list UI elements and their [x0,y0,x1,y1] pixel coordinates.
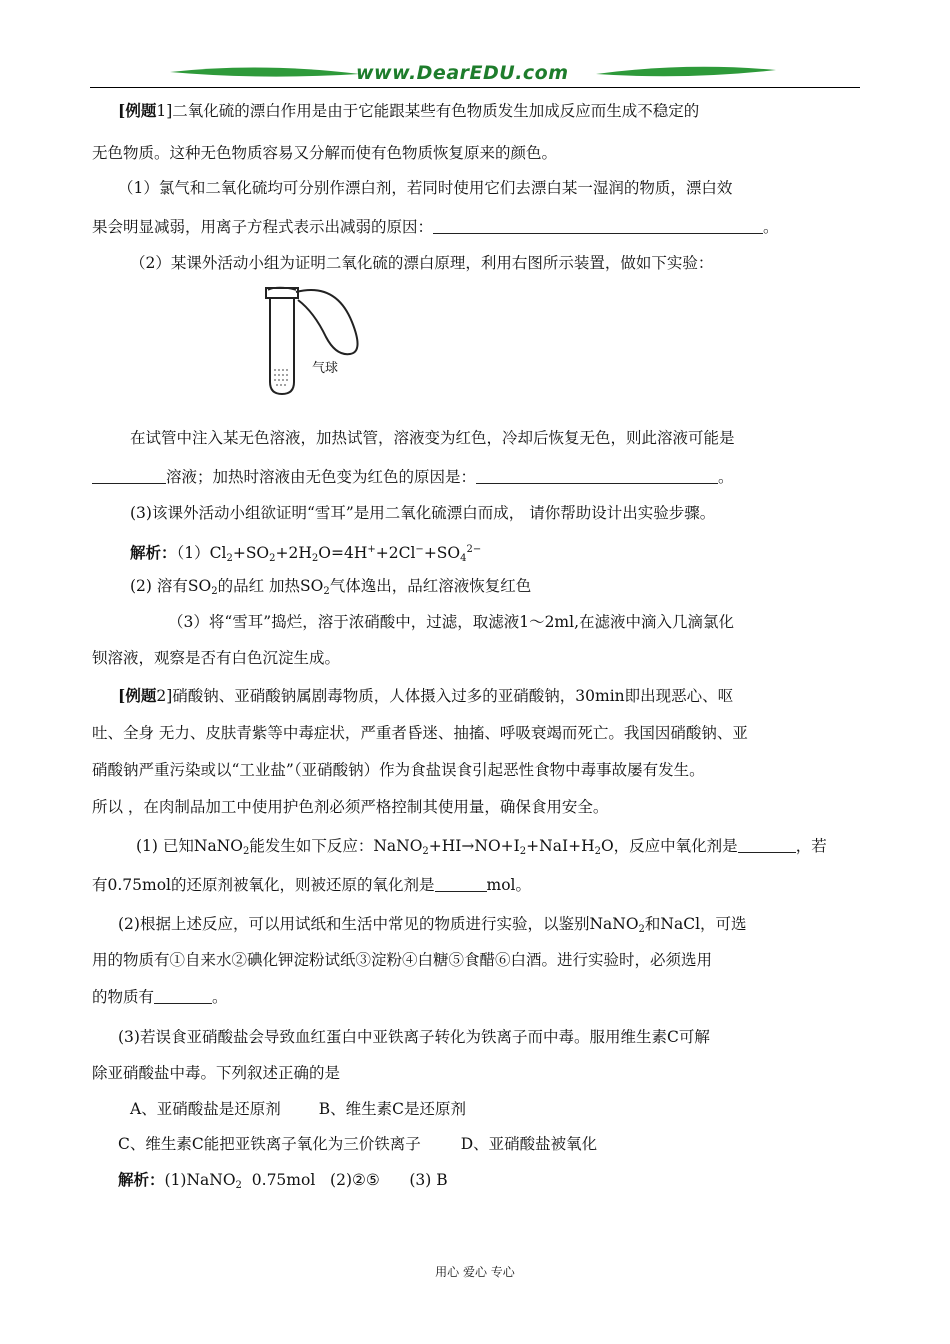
option-d: D、亚硝酸盐被氧化 [460,1135,598,1153]
logo-swoosh-right [596,60,776,84]
ex2-q2-line-3: 的物质有 。 [92,988,228,1006]
answer-blank[interactable] [476,469,718,484]
ex2-line-1: [例题2]硝酸钠、亚硝酸钠属剧毒物质，人体摄入过多的亚硝酸钠，30min即出现恶心、呕 [118,686,734,705]
ex1-q2-line-2: 在试管中注入某无色溶液，加热试管，溶液变为红色，冷却后恢复无色，则此溶液可能是 [130,429,735,447]
ex1-q1-line-1: （1）氯气和二氧化硫均可分别作漂白剂，若同时使用它们去漂白某一湿润的物质，漂白效 [118,179,733,197]
ex1-answer-1: 解析：$(1)Cl_2+SO_2+2H_2O=4H^++2Cl^-+SO_4^{2-}$ [130,543,482,564]
option-b: B、维生素C是还原剂 [318,1100,466,1118]
ex1-line-1: [例题1]二氧化硫的漂白作用是由于它能跟某些有色物质发生加成反应而生成不稳定的 [118,101,700,120]
answer-blank[interactable] [435,877,487,892]
ex1-q3-line: (3)该课外活动小组欲证明“雪耳”是用二氧化硫漂白而成， 请你帮助设计出实验步骤。 [130,504,716,522]
answer-blank[interactable] [92,469,166,484]
header-rule [90,87,860,88]
ex1-q1-line-2: 果会明显减弱，用离子方程式表示出减弱的原因： 。 [92,218,779,236]
page-footer: 用心 爱心 专心 [435,1265,515,1279]
answer-blank[interactable] [433,219,763,234]
ex2-q2-line-2: 用的物质有①自来水②碘化钾淀粉试纸③淀粉④白糖⑤食醋⑥白酒。进行实验时，必须选用 [92,951,713,969]
ex2-q3-line-1: (3)若误食亚硝酸盐会导致血红蛋白中亚铁离子转化为铁离子而中毒。服用维生素C可解 [118,1028,710,1046]
ex1-q2-line-3: 溶液；加热时溶液由无色变为红色的原因是： 。 [92,467,734,487]
ex2-line-4: 所以 ，在肉制品加工中使用护色剂必须严格控制其使用量，确保食用安全。 [92,798,609,816]
ex2-options-ab [130,1099,466,1119]
option-c: C、维生素C能把亚铁离子氧化为三价铁离子 [118,1135,421,1153]
balloon-label: 气球 [312,361,339,376]
ex1-line-2: 无色物质。这种无色物质容易又分解而使有色物质恢复原来的颜色。 [92,144,558,162]
ex1-answer-3-line-2: 钡溶液，观察是否有白色沉淀生成。 [92,649,341,667]
ex2-q3-line-2: 除亚硝酸盐中毒。下列叙述正确的是 [92,1064,341,1082]
ex2-q1-line-2: 有0.75mol的还原剂被氧化，则被还原的氧化剂是 mol。 [92,876,531,894]
test-tube-balloon-diagram [256,282,366,402]
ex1-q2-line: （2）某课外活动小组为证明二氧化硫的漂白原理，利用右图所示装置，做如下实验： [130,254,714,272]
logo-swoosh-left [170,60,360,84]
ex2-answer: 解析：(1)NaNO$_2$ 0.75mol (2)②⑤ (3) B [118,1170,448,1191]
ex2-line-2: 吐、全身 无力、皮肤青紫等中毒症状，严重者昏迷、抽搐、呼吸衰竭而死亡。我国因硝酸钠、亚 [92,724,748,742]
option-a: A、亚硝酸盐是还原剂 [130,1100,281,1118]
ex1-answer-3-line-1: （3）将“雪耳”捣烂，溶于浓硝酸中，过滤，取滤液1～2ml,在滤液中滴入几滴氯化 [168,613,735,631]
ex2-q1-line-1: (1) 已知NaNO$_2$能发生如下反应：$NaNO_2+HI\to NO+I_2+NaI+H_2O$，反应中氧化剂是 ，若 [136,837,827,857]
answer-blank[interactable] [738,838,796,853]
ex2-line-3: 硝酸钠严重污染或以“工业盐”（亚硝酸钠）作为食盐误食引起恶性食物中毒事故屡有发生。 [92,761,705,779]
site-logo: www.DearEDU.com [356,62,569,84]
ex1-answer-2: (2) 溶有$SO_2$的品红 加热$SO_2$气体逸出，品红溶液恢复红色 [130,577,532,597]
ex2-q2-line-1: (2)根据上述反应，可以用试纸和生活中常见的物质进行实验，以鉴别NaNO$_2$和NaCl，可选 [118,915,747,935]
ex2-options-cd [118,1134,597,1154]
answer-blank[interactable] [154,989,212,1004]
